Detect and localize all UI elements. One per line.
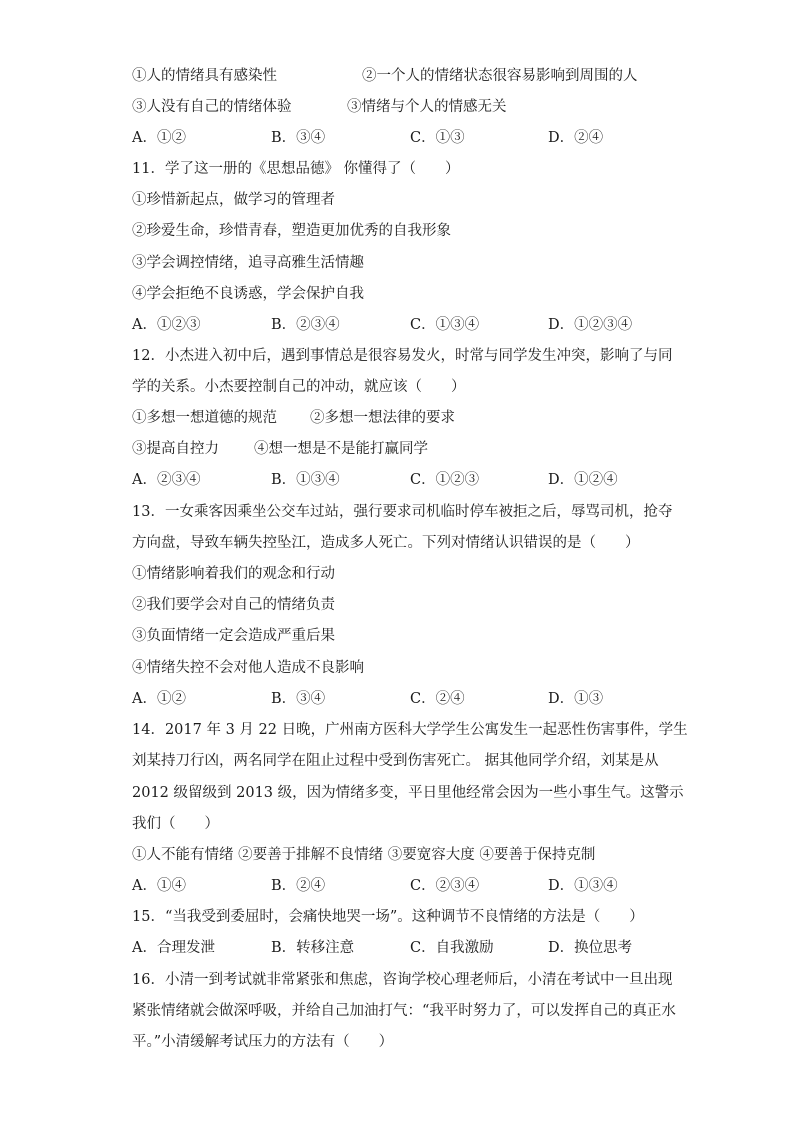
q10-options-row-2	[132, 97, 668, 119]
q12-option-2: ②多想一想法律的要求	[310, 410, 455, 426]
q10-option-1: ①人的情绪具有感染性	[132, 68, 277, 84]
q11-choice-c: C．①③④	[410, 317, 480, 333]
q15-choice-b: B．转移注意	[271, 940, 355, 956]
q15-stem: 15．“当我受到委屈时，会痛快地哭一场”。这种调节不良情绪的方法是（ ）	[132, 909, 644, 925]
q12-choice-a: A．②③④	[132, 472, 201, 488]
q13-choice-b: B．③④	[271, 691, 326, 707]
q11-choice-b: B．②③④	[271, 317, 340, 333]
q11-choice-a: A．①②③	[132, 317, 201, 333]
q15-choice-c: C．自我激励	[410, 940, 494, 956]
q14-options: ①人不能有情绪 ②要善于排解不良情绪 ③要宽容大度 ④要善于保持克制	[132, 847, 596, 863]
q12-options-row-2	[132, 439, 668, 461]
q10-option-2: ②一个人的情绪状态很容易影响到周围的人	[362, 68, 638, 84]
q14-choice-a: A．①④	[132, 878, 186, 894]
q14-choice-d: D．①③④	[548, 878, 618, 894]
q13-choices	[132, 689, 668, 711]
q13-item-3: ③负面情绪一定会造成严重后果	[132, 628, 335, 644]
q10-choice-c: C．①③	[410, 130, 465, 146]
q13-choice-a: A．①②	[132, 691, 186, 707]
q11-item-3: ③学会调控情绪，追寻高雅生活情趣	[132, 255, 364, 271]
q11-choices	[132, 315, 668, 337]
q12-option-4: ④想一想是不是能打赢同学	[254, 441, 428, 457]
q13-item-1: ①情绪影响着我们的观念和行动	[132, 566, 335, 582]
q12-choice-d: D．①②④	[548, 472, 618, 488]
q14-choice-b: B．②④	[271, 878, 326, 894]
q12-choices	[132, 470, 668, 492]
q10-choice-d: D．②④	[548, 130, 604, 146]
q12-option-1: ①多想一想道德的规范	[132, 410, 277, 426]
q10-choice-b: B．③④	[271, 130, 326, 146]
q14-choices	[132, 876, 668, 898]
q11-item-1: ①珍惜新起点，做学习的管理者	[132, 192, 335, 208]
q15-choices	[132, 938, 668, 960]
q11-choice-d: D．①②③④	[548, 317, 633, 333]
q14-stem-line-4: 我们（ ）	[132, 816, 219, 832]
q13-item-4: ④情绪失控不会对他人造成不良影响	[132, 660, 364, 676]
q14-stem-line-2: 刘某持刀行凶，两名同学在阻止过程中受到伤害死亡。 据其他同学介绍，刘某是从	[132, 753, 659, 769]
q16-stem-line-2: 紧张情绪就会做深呼吸，并给自己加油打气：“我平时努力了，可以发挥自己的真正水	[132, 1003, 676, 1019]
q10-choice-a: A．①②	[132, 130, 186, 146]
q13-stem-line-2: 方向盘，导致车辆失控坠江，造成多人死亡。下列对情绪认识错误的是（ ）	[132, 535, 640, 551]
q10-option-3: ③人没有自己的情绪体验	[132, 99, 292, 115]
q10-options-row-1	[132, 66, 668, 88]
q16-stem-line-1: 16．小清一到考试就非常紧张和焦虑，咨询学校心理老师后，小清在考试中一旦出现	[132, 972, 673, 988]
q15-choice-d: D．换位思考	[548, 940, 633, 956]
q16-stem-line-3: 平。”小清缓解考试压力的方法有（ ）	[132, 1034, 394, 1050]
q10-choices	[132, 128, 668, 150]
q12-option-3: ③提高自控力	[132, 441, 219, 457]
q14-stem-line-1: 14．2017 年 3 月 22 日晚，广州南方医科大学学生公寓发生一起恶性伤害事件，学生	[132, 722, 688, 738]
q13-choice-d: D．①③	[548, 691, 604, 707]
q11-stem: 11．学了这一册的《思想品德》 你懂得了（ ）	[132, 161, 460, 177]
q12-choice-b: B．①③④	[271, 472, 340, 488]
q12-stem-line-2: 学的关系。小杰要控制自己的冲动，就应该（ ）	[132, 379, 466, 395]
q14-choice-c: C．②③④	[410, 878, 480, 894]
q11-item-2: ②珍爱生命，珍惜青春，塑造更加优秀的自我形象	[132, 223, 451, 239]
q13-stem-line-1: 13．一女乘客因乘坐公交车过站，强行要求司机临时停车被拒之后，辱骂司机，抢夺	[132, 504, 673, 520]
q13-item-2: ②我们要学会对自己的情绪负责	[132, 597, 335, 613]
q14-stem-line-3: 2012 级留级到 2013 级，因为情绪多变，平日里他经常会因为一些小事生气。这警示	[132, 785, 684, 801]
q10-option-4: ③情绪与个人的情感无关	[347, 99, 507, 115]
q15-choice-a: A．合理发泄	[132, 940, 215, 956]
q12-options-row-1	[132, 408, 668, 430]
q12-stem-line-1: 12．小杰进入初中后，遇到事情总是很容易发火，时常与同学发生冲突，影响了与同	[132, 348, 673, 364]
q11-item-4: ④学会拒绝不良诱惑，学会保护自我	[132, 286, 364, 302]
q12-choice-c: C．①②③	[410, 472, 480, 488]
q13-choice-c: C．②④	[410, 691, 465, 707]
